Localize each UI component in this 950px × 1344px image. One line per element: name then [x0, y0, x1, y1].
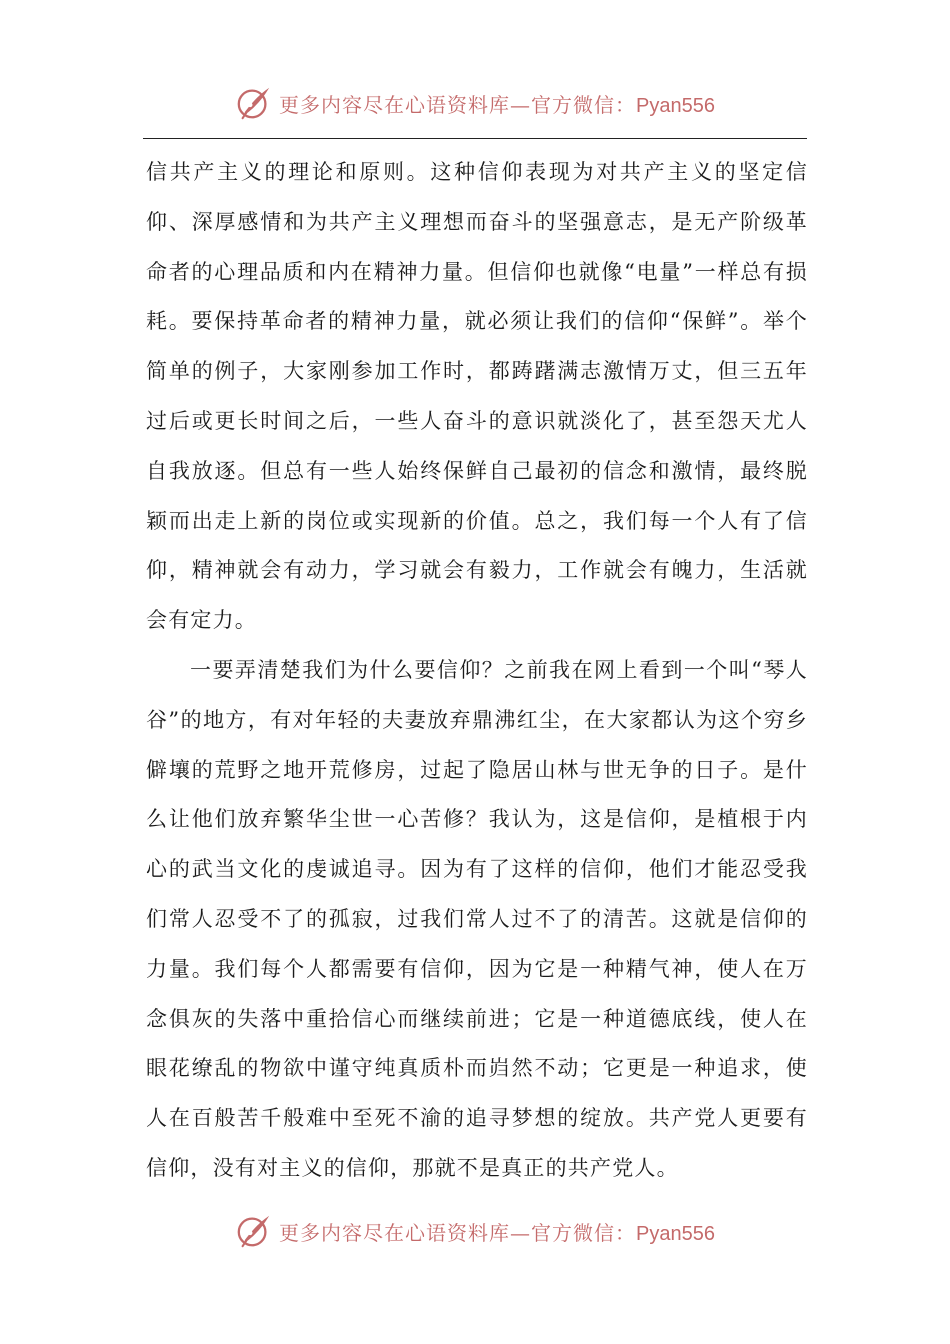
- footer-wechat-id: Pyan556: [636, 1222, 715, 1245]
- quill-pen-circle-logo-icon: [235, 1212, 273, 1250]
- header-rule: [143, 138, 807, 139]
- header-banner-text: 更多内容尽在心语资料库—官方微信：Pyan556: [279, 92, 715, 117]
- footer-banner-text: 更多内容尽在心语资料库—官方微信：Pyan556: [279, 1220, 715, 1245]
- quill-pen-circle-logo-icon: [235, 84, 273, 122]
- paragraph-2: 一要弄清楚我们为什么要信仰？之前我在网上看到一个叫“琴人谷”的地方，有对年轻的夫妻放弃鼎沸红尘，在大家都认为这个穷乡僻壤的荒野之地开荒修房，过起了隐居山林与世无争的日子。是什么让他们放弃繁华尘世一心苦修？我认为，这是信仰，是植根于内心的武当文化的虔诚追寻。因为有了这样的信仰，他们才能忍受我们常人忍受不了的孤寂，过我们常人过不了的清苦。这就是信仰的力量。我们每个人都需要有信仰，因为它是一种精气神，使人在万念俱灰的失落中重拾信心而继续前进；它是一种道德底线，使人在眼花缭乱的物欲中谨守纯真质朴而岿然不动；它更是一种追求，使人在百般苦千般难中至死不渝的追寻梦想的绽放。共产党人更要有信仰，没有对主义的信仰，那就不是真正的共产党人。: [146, 657, 808, 1180]
- header-banner: [0, 84, 950, 122]
- paragraph-1: 信共产主义的理论和原则。这种信仰表现为对共产主义的坚定信仰、深厚感情和为共产主义理想而奋斗的坚强意志，是无产阶级革命者的心理品质和内在精神力量。但信仰也就像“电量”一样总有损耗。要保持革命者的精神力量，就必须让我们的信仰“保鲜”。举个简单的例子，大家刚参加工作时，都踌躇满志激情万丈，但三五年过后或更长时间之后，一些人奋斗的意识就淡化了，甚至怨天尤人自我放逐。但总有一些人始终保鲜自己最初的信念和激情，最终脱颖而出走上新的岗位或实现新的价值。总之，我们每一个人有了信仰，精神就会有动力，学习就会有毅力，工作就会有魄力，生活就会有定力。: [146, 160, 808, 633]
- document-body: [146, 148, 808, 1194]
- footer-banner: [0, 1212, 950, 1250]
- header-wechat-id: Pyan556: [636, 94, 715, 117]
